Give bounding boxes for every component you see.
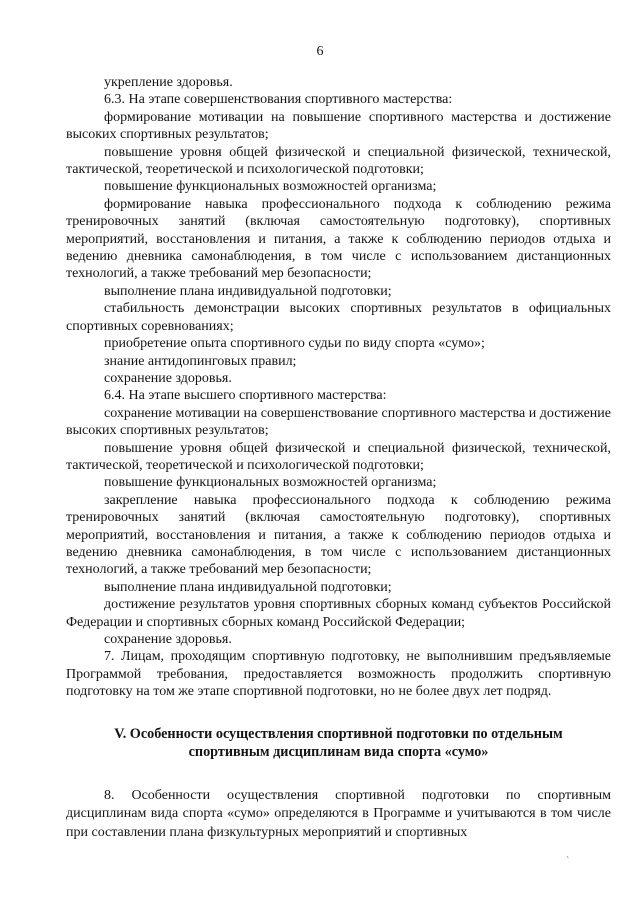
paragraph: повышение функциональных возможностей организма; [104,475,437,491]
paragraph: закрепление навыка профессионального подхода к соблюдению режима тренировочных занятий (включая самостоятельную подготовку), спортивных мероприятий, восстановления и питания, а также к соблюдению периодов отдыха и ведению дневника самонаблюдения, в том числе с использованием дистанционных технологий, а также требований мер безопасности; [66,492,611,578]
paragraph: повышение уровня общей физической и специальной физической, технической, тактической, теоретической и психологической подготовки; [66,440,611,473]
section-heading-line: V. Особенности осуществления спортивной подготовки по отдельным [114,725,563,742]
document-body [66,74,611,842]
paragraph: 6.4. На этапе высшего спортивного мастерства: [104,388,387,404]
paragraph: знание антидопинговых правил; [104,353,297,369]
paragraph: сохранение здоровья. [104,370,232,386]
section-heading-line: спортивным дисциплинам вида спорта «сумо» [188,743,489,760]
paragraph: выполнение плана индивидуальной подготовки; [104,579,392,595]
paragraph: 7. Лицам, проходящим спортивную подготовку, не выполнившим предъявляемые Программой требования, предоставляется возможность продолжить спортивную подготовку на том же этапе спортивной подготовки, но не более двух лет подряд. [66,649,611,700]
stray-mark: ` [566,856,570,867]
paragraph: приобретение опыта спортивного судьи по виду спорта «сумо»; [104,336,485,352]
paragraph: укрепление здоровья. [104,75,233,90]
paragraph: 8. Особенности осуществления спортивной подготовки по спортивным дисциплинам вида спорта «сумо» определяются в Программе и учитываются в том числе при составлении плана физкультурных мероприятий и спортивных [66,787,611,840]
paragraph: выполнение плана индивидуальной подготовки; [104,283,392,299]
page-number: 6 [316,44,324,59]
section-heading [66,725,611,761]
paragraph: достижение результатов уровня спортивных сборных команд субъектов Российской Федерации и спортивных сборных команд Российской Федерации; [66,597,611,630]
paragraph: сохранение мотивации на совершенствование спортивного мастерства и достижение высоких спортивных результатов; [66,405,611,439]
paragraph: сохранение здоровья. [104,632,232,647]
paragraph: повышение функциональных возможностей организма; [104,179,437,195]
paragraph: 6.3. На этапе совершенствования спортивного мастерства: [104,92,453,108]
paragraph: формирование навыка профессионального подхода к соблюдению режима тренировочных занятий (включая самостоятельную подготовку), спортивных мероприятий, восстановления и питания, а также к соблюдению периодов отдыха и ведению дневника самонаблюдения, в том числе с использованием дистанционных технологий, а также требований мер безопасности; [66,196,611,282]
paragraph: повышение уровня общей физической и специальной физической, технической, тактической, теоретической и психологической подготовки; [66,144,611,178]
paragraph: формирование мотивации на повышение спортивного мастерства и достижение высоких спортивных результатов; [66,109,611,143]
paragraph: стабильность демонстрации высоких спортивных результатов в официальных спортивных соревнованиях; [66,301,611,334]
